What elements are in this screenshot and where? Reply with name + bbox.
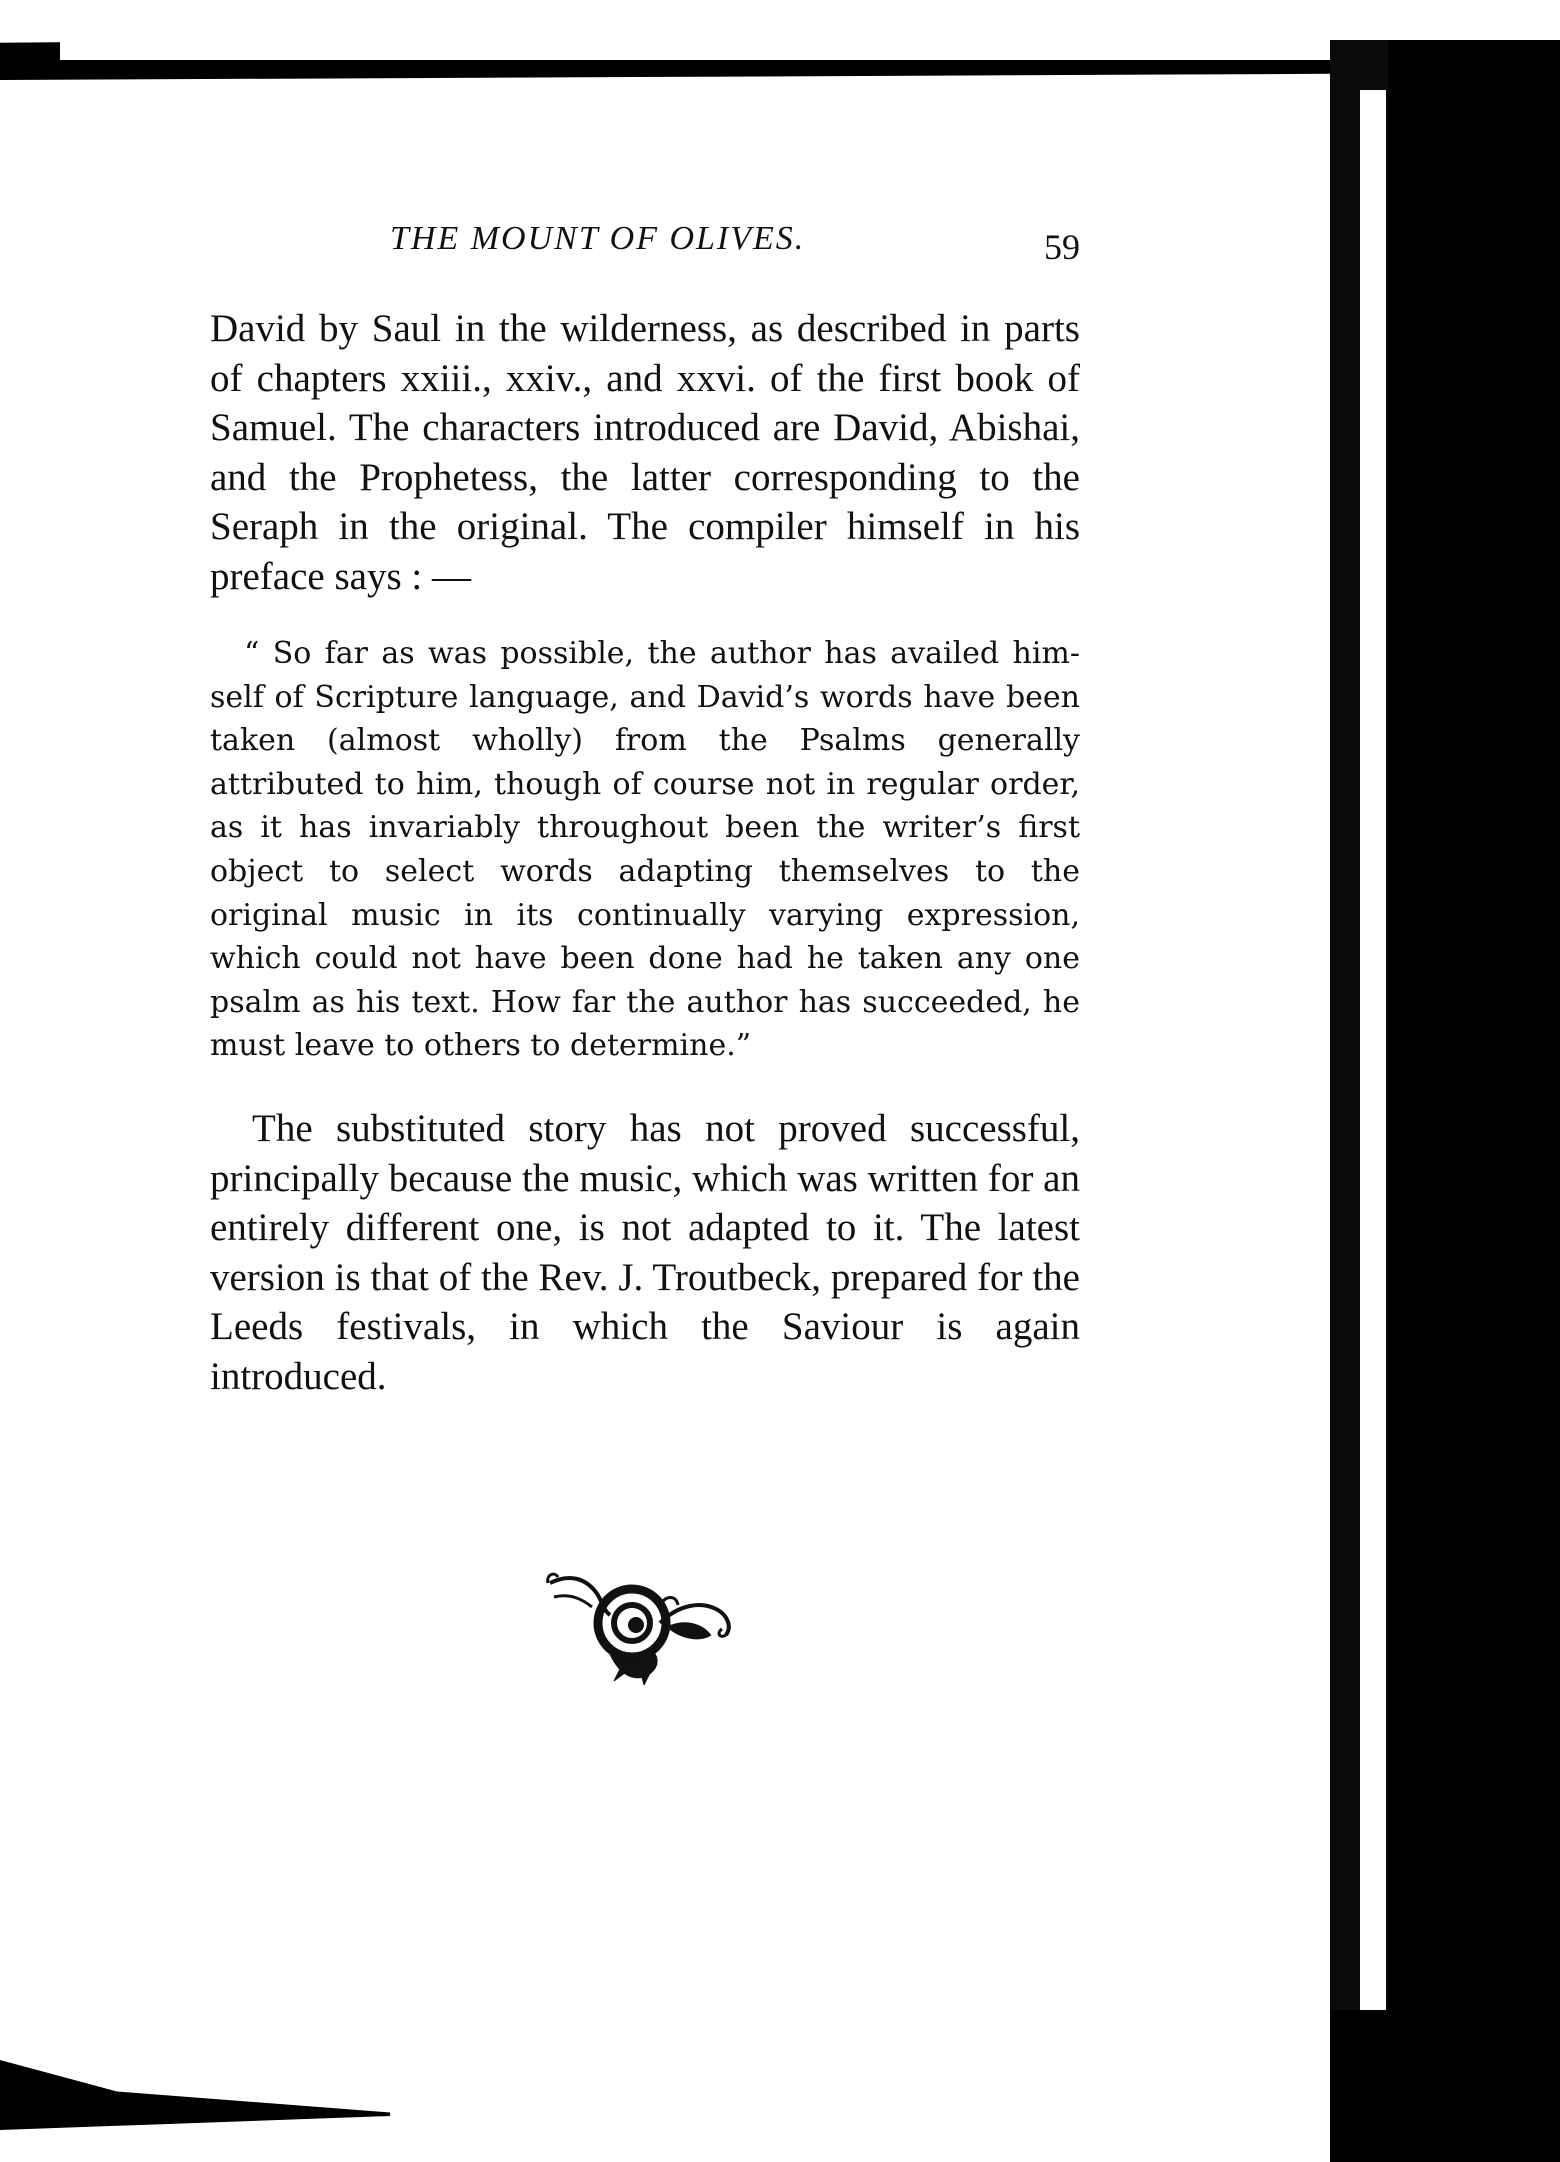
- running-head: THE MOUNT OF OLIVES.: [390, 220, 806, 257]
- page-header: [210, 220, 1080, 280]
- page-number: 59: [1044, 227, 1080, 267]
- book-spine-edge: [1388, 40, 1560, 2162]
- block-quote: “ So far as was possible, the author has availed himself of Scripture language, and David’s words have been taken (almost wholly) from the Psalms generally attributed to him, though of course not in regular order, as it has invariably throughout been the writer’s first object to select words adapting themselves to the original music in its continually varying expression, which could not have been done had he taken any one psalm as his text. How far the author has succeeded, he must leave to others to determine.”: [210, 636, 1080, 1064]
- book-spine-bottom: [1330, 2010, 1390, 2162]
- scan-edge-bottom: [0, 2060, 390, 2130]
- floral-tailpiece-icon: [540, 1565, 740, 1685]
- paragraph-1: David by Saul in the wilderness, as described in parts of chapters xxiii., xxiv., and xxvi. of the first book of Samuel. The characters introduced are David, Abishai, and the Prophetess, the latter corresponding to the Seraph in the original. The compiler himself in his preface says : —: [210, 307, 1080, 598]
- paragraph-2: The substituted story has not proved successful, principally because the music, which was written for an entirely different one, is not adapted to it. The latest version is that of the Rev. J. Troutbeck, prepared for the Leeds festivals, in which the Saviour is again introduced.: [210, 1107, 1080, 1398]
- book-spine-gap: [1360, 90, 1386, 2010]
